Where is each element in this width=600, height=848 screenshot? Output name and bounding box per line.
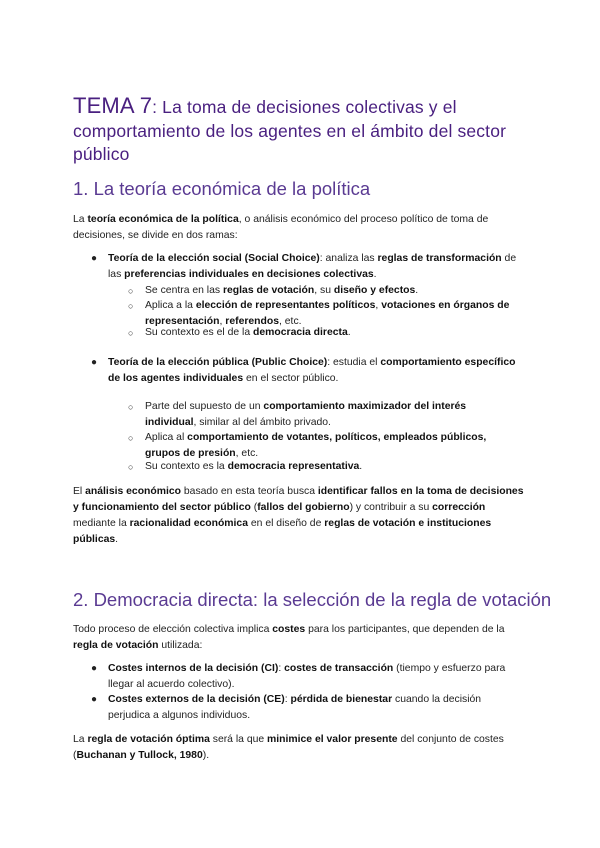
circle-bullet-icon: ○ bbox=[128, 433, 134, 443]
circle-bullet-icon: ○ bbox=[128, 328, 134, 338]
sublist-item: ○ Su contexto es el de la democracia directa. bbox=[145, 325, 520, 341]
list-item-public-choice: ● Teoría de la elección pública (Public Choice): estudia el comportamiento específico de los agentes individuales en el sector público. bbox=[91, 357, 516, 384]
section-2-closing: La regla de votación óptima será la que minimice el valor presente del conjunto de costes (Buchanan y Tullock, 1980). bbox=[73, 734, 504, 761]
title-tema: TEMA 7 bbox=[73, 93, 153, 118]
bullet-icon: ● bbox=[91, 694, 98, 705]
bullet-icon: ● bbox=[91, 253, 98, 264]
sublist-item: ○ Parte del supuesto de un comportamiento maximizador del interés individual, similar al del ámbito privado. bbox=[128, 401, 467, 428]
circle-bullet-icon: ○ bbox=[128, 402, 134, 412]
title-text: : La toma de decisiones colectivas y el comportamiento de los agentes en el ámbito del sector público bbox=[73, 97, 507, 164]
sublist-item: ○ Su contexto es la democracia representativa. bbox=[145, 459, 520, 475]
section-1-closing: El análisis económico basado en esta teoría busca identificar fallos en la toma de decisiones y funcionamiento del sector público (fallos del gobierno) y contribuir a su corrección mediante la racionalidad económica en el diseño de reglas de votación e instituciones públicas. bbox=[73, 486, 524, 545]
circle-bullet-icon: ○ bbox=[128, 301, 134, 311]
sublist-item: ○ Aplica a la elección de representantes políticos, votaciones en órganos de representación, referendos, etc. bbox=[128, 300, 510, 327]
list-item-external-costs: ● Costes externos de la decisión (CE): pérdida de bienestar cuando la decisión perjudica a algunos individuos. bbox=[91, 694, 482, 721]
sublist-item: ○ Se centra en las reglas de votación, su diseño y efectos. bbox=[145, 283, 520, 299]
section-2-intro: Todo proceso de elección colectiva implica costes para los participantes, que dependen de la regla de votación utilizada: bbox=[73, 624, 505, 651]
document-title bbox=[73, 94, 543, 167]
list-item-internal-costs: ● Costes internos de la decisión (CI): costes de transacción (tiempo y esfuerzo para llegar al acuerdo colectivo). bbox=[91, 663, 506, 690]
sublist-item: ○ Aplica al comportamiento de votantes, políticos, empleados públicos, grupos de presión, etc. bbox=[128, 432, 487, 459]
section-1-heading: 1. La teoría económica de la política bbox=[73, 178, 371, 199]
section-2-heading: 2. Democracia directa: la selección de la regla de votación bbox=[73, 589, 552, 610]
circle-bullet-icon: ○ bbox=[128, 462, 134, 472]
circle-bullet-icon: ○ bbox=[128, 286, 134, 296]
list-item-social-choice: ● Teoría de la elección social (Social Choice): analiza las reglas de transformación de las preferencias individuales en decisiones colectivas. bbox=[91, 253, 517, 280]
bullet-icon: ● bbox=[91, 663, 98, 674]
bullet-icon: ● bbox=[91, 357, 98, 368]
section-1-intro: La teoría económica de la política, o análisis económico del proceso político de toma de decisiones, se divide en dos ramas: bbox=[73, 214, 489, 241]
